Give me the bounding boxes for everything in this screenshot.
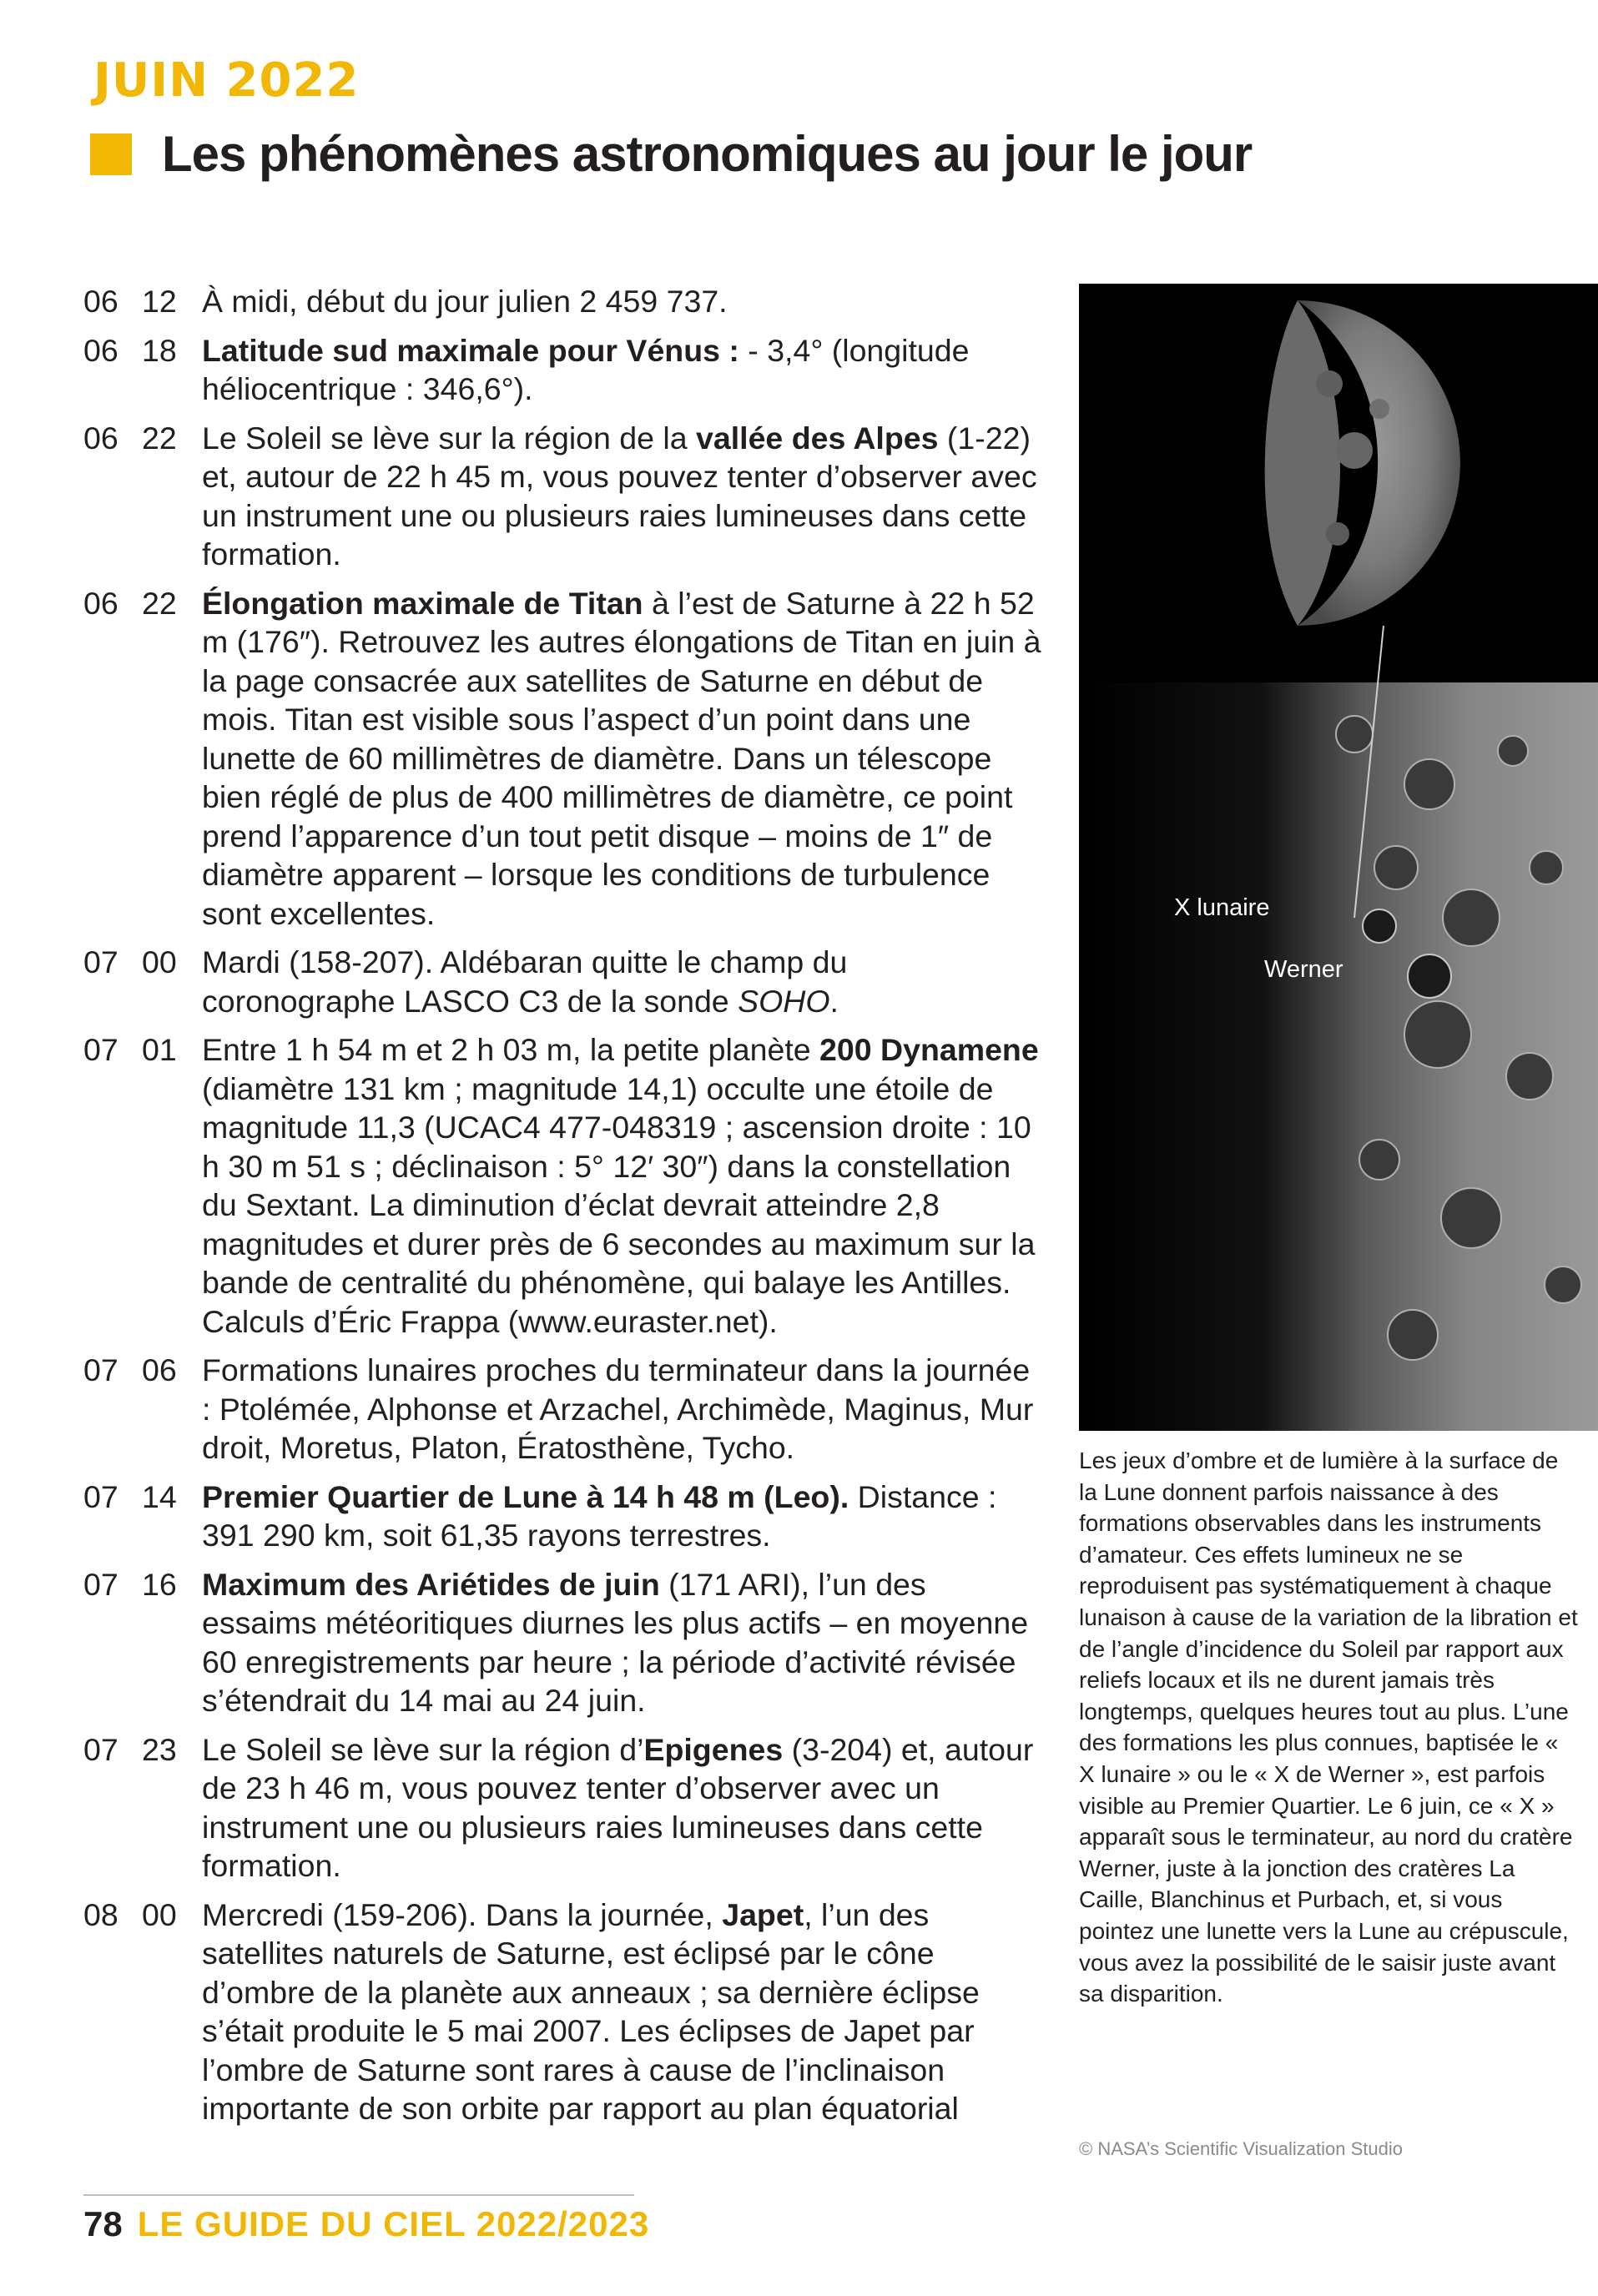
event-text-part: - 3,4° (longitude héliocentrique : 346,6°).	[202, 332, 970, 406]
event-text	[202, 419, 1043, 574]
event-text-part: À midi, début du jour julien 2 459 737.	[202, 284, 728, 319]
page-title: Les phénomènes astronomiques au jour le jour	[162, 126, 1253, 182]
event-row	[83, 1565, 1043, 1720]
event-text-part: vallée des Alpes	[696, 420, 939, 456]
event-text-part: (diamètre 131 km ; magnitude 14,1) occulte une étoile de magnitude 11,3 (UCAC4 477-048319 ; ascension droite : 10 h 30 m 51 s ; déclinaison : 5° 12′ 30″) dans la constellation du Sextant. La diminution d’éclat devrait atteindre 2,8 magnitudes et durer près de 6 secondes au maximum sur la bande de centralité du phénomène, qui balaye les Antilles. Calculs d’Éric Frappa (www.euraster.net).	[202, 1070, 1036, 1339]
event-hour: 12	[142, 284, 177, 319]
event-text	[202, 331, 1043, 409]
events-list	[83, 282, 1043, 2138]
event-text-part: Le Soleil se lève sur la région de la	[202, 420, 697, 456]
event-hour: 06	[142, 1352, 177, 1387]
event-day: 08	[83, 1896, 118, 1932]
event-text-part: Latitude sud maximale pour Vénus :	[202, 332, 739, 368]
event-row	[83, 1478, 1043, 1555]
event-day: 07	[83, 1352, 118, 1387]
guide-title: LE GUIDE DU CIEL 2022/2023	[137, 2204, 650, 2243]
event-hour: 01	[142, 1032, 177, 1067]
event-text	[202, 1730, 1043, 1886]
event-text	[202, 1896, 1043, 2128]
event-text-part: 200 Dynamene	[819, 1032, 1039, 1067]
event-text-part: Le Soleil se lève sur la région d’	[202, 1731, 644, 1767]
event-row	[83, 331, 1043, 409]
event-text	[202, 1351, 1043, 1468]
event-text-part: Distance : 391 290 km, soit 61,35 rayons terrestres.	[202, 1478, 997, 1553]
event-hour: 22	[142, 585, 177, 621]
event-hour: 18	[142, 332, 177, 368]
event-text	[202, 1030, 1043, 1341]
werner-label: Werner	[1264, 956, 1343, 983]
event-hour: 14	[142, 1478, 177, 1514]
event-text	[202, 584, 1043, 934]
photo-credit: © NASA’s Scientific Visualization Studio	[1079, 2138, 1403, 2159]
event-hour: 00	[142, 1896, 177, 1932]
event-row	[83, 419, 1043, 574]
event-text	[202, 1478, 1043, 1555]
event-day: 06	[83, 284, 118, 319]
event-text-part: Élongation maximale de Titan	[202, 585, 643, 621]
event-row	[83, 1030, 1043, 1341]
footer	[83, 2204, 649, 2244]
event-text-part: SOHO	[738, 983, 830, 1019]
event-text-part: .	[829, 983, 839, 1019]
event-text-part: Mercredi (159-206). Dans la journée,	[202, 1896, 723, 1932]
event-text-part: , l’un des satellites naturels de Saturne, est éclipsé par le cône d’ombre de la planète aux anneaux ; sa dernière éclipse s’était produite le 5 mai 2007. Les éclipses de Japet par l’ombre de Saturne sont rares à cause de l’inclinaison importante de son orbite par rapport au plan équatorial	[202, 1896, 980, 2126]
event-text-part: Entre 1 h 54 m et 2 h 03 m, la petite planète	[202, 1032, 820, 1067]
event-hour: 16	[142, 1566, 177, 1602]
event-hour: 22	[142, 420, 177, 456]
title-row	[90, 125, 1252, 183]
event-row	[83, 1351, 1043, 1468]
event-row	[83, 282, 1043, 321]
event-text	[202, 943, 1043, 1020]
event-text-part: à l’est de Saturne à 22 h 52 m (176″). Retrouvez les autres élongations de Titan en juin à la page consacrée aux satellites de Saturne en début de mois. Titan est visible sous l’aspect d’un point dans une lunette de 60 millimètres de diamètre. Dans un télescope bien réglé de plus de 400 millimètres de diamètre, ce point prend l’apparence d’un tout petit disque – moins de 1″ de diamètre apparent – lorsque les conditions de turbulence sont excellentes.	[202, 585, 1041, 931]
event-row	[83, 584, 1043, 934]
event-text-part: (1-22) et, autour de 22 h 45 m, vous pouvez tenter d’observer avec un instrument une ou plusieurs raies lumineuses dans cette formation.	[202, 420, 1037, 571]
event-text-part: Japet	[722, 1896, 804, 1932]
moon-photo	[1079, 284, 1598, 1431]
event-day: 07	[83, 1731, 118, 1767]
event-row	[83, 943, 1043, 1020]
event-day: 07	[83, 1566, 118, 1602]
event-text-part: Maximum des Ariétides de juin	[202, 1566, 660, 1602]
photo-caption: Les jeux d’ombre et de lumière à la surface de la Lune donnent parfois naissance à des formations observables dans les instruments d’amateur. Ces effets lumineux ne se reproduisent pas systématiquement à chaque lunaison à cause de la variation de la libration et de l’angle d’incidence du Soleil par rapport aux reliefs locaux et ils ne durent jamais très longtemps, quelques heures tout au plus. L’une des formations les plus connues, baptisée le « X lunaire » ou le « X de Werner », est parfois visible au Premier Quartier. Le 6 juin, ce « X » apparaît sous le terminateur, au nord du cratère Werner, juste à la jonction des cratères La Caille, Blanchinus et Purbach, et, si vous pointez une lunette vers la Lune au crépuscule, vous avez la possibilité de le saisir juste avant sa disparition.	[1079, 1448, 1578, 2007]
month-heading: JUIN 2022	[93, 53, 360, 108]
footer-divider	[83, 2194, 634, 2196]
event-text-part: Formations lunaires proches du terminateur dans la journée : Ptolémée, Alphonse et Arzachel, Archimède, Maginus, Mur droit, Moretus, Platon, Ératosthène, Tycho.	[202, 1352, 1034, 1465]
event-hour: 00	[142, 944, 177, 979]
event-day: 07	[83, 1032, 118, 1067]
event-day: 07	[83, 944, 118, 979]
event-text-part: (171 ARI), l’un des essaims météoritiques diurnes les plus actifs – en moyenne 60 enregistrements par heure ; la période d’activité révisée s’étendrait du 14 mai au 24 juin.	[202, 1566, 1029, 1718]
page-number: 78	[83, 2204, 123, 2243]
moon-image	[1079, 284, 1598, 1431]
event-text	[202, 282, 1043, 321]
event-day: 06	[83, 585, 118, 621]
event-hour: 23	[142, 1731, 177, 1767]
event-day: 06	[83, 332, 118, 368]
event-day: 07	[83, 1478, 118, 1514]
x-lunaire-label: X lunaire	[1174, 894, 1270, 921]
event-row	[83, 1896, 1043, 2128]
event-text-part: Mardi (158-207). Aldébaran quitte le champ du coronographe LASCO C3 de la sonde	[202, 944, 848, 1019]
title-square-icon	[90, 133, 132, 175]
event-day: 06	[83, 420, 118, 456]
event-row	[83, 1730, 1043, 1886]
event-text	[202, 1565, 1043, 1720]
event-text-part: (3-204) et, autour de 23 h 46 m, vous pouvez tenter d’observer avec un instrument une ou plusieurs raies lumineuses dans cette formation.	[202, 1731, 1034, 1883]
event-text-part: Premier Quartier de Lune à 14 h 48 m (Leo).	[202, 1478, 849, 1514]
event-text-part: Epigenes	[643, 1731, 784, 1767]
